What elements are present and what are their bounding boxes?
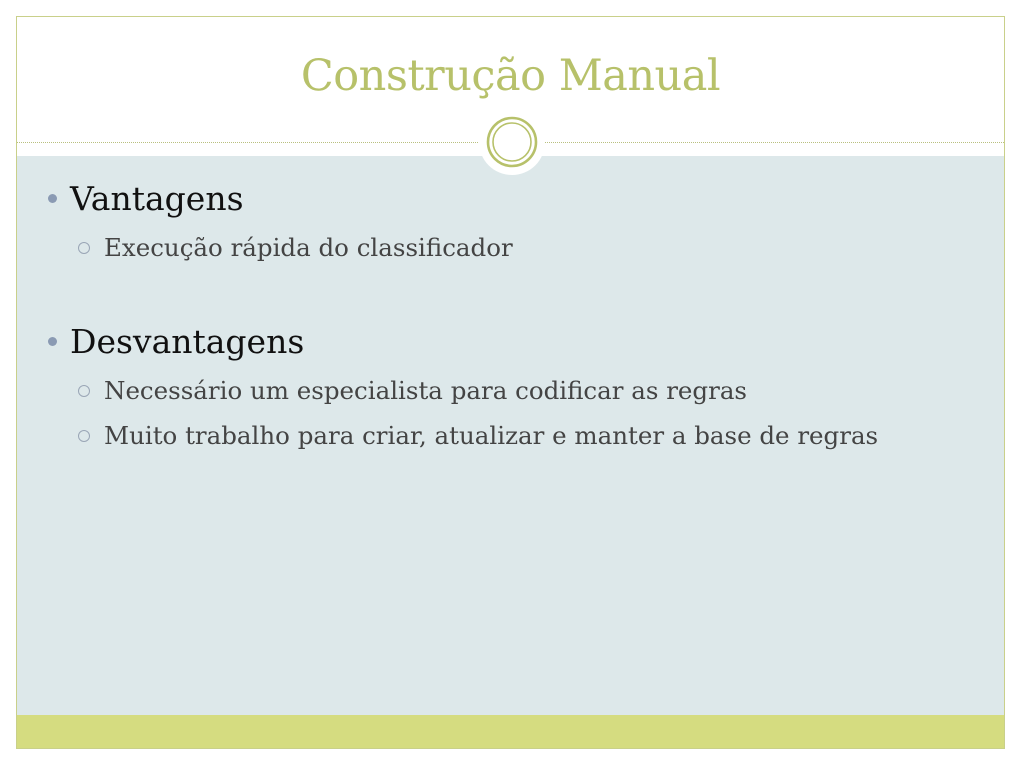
sub-bullet-text: Necessário um especialista para codificar as regras [104,376,748,405]
sub-bullet [78,233,513,262]
sub-bullet [78,376,747,405]
bullet-desvantagens [48,322,304,361]
filled-dot-icon [48,337,57,346]
hollow-circle-icon [78,242,90,254]
hollow-circle-icon [78,385,90,397]
bullet-vantagens [48,179,244,218]
slide [16,16,1005,749]
sub-bullet-text: Muito trabalho para criar, atualizar e manter a base de regras [104,421,879,450]
double-circle-icon [486,116,538,168]
slide-title: Construção Manual [300,51,721,101]
section-heading: Desvantagens [70,322,305,361]
sub-bullet [78,421,878,450]
filled-dot-icon [48,194,57,203]
footer-bar [17,715,1004,749]
section-heading: Vantagens [70,179,244,218]
hollow-circle-icon [78,430,90,442]
sub-bullet-text: Execução rápida do classificador [104,233,513,262]
